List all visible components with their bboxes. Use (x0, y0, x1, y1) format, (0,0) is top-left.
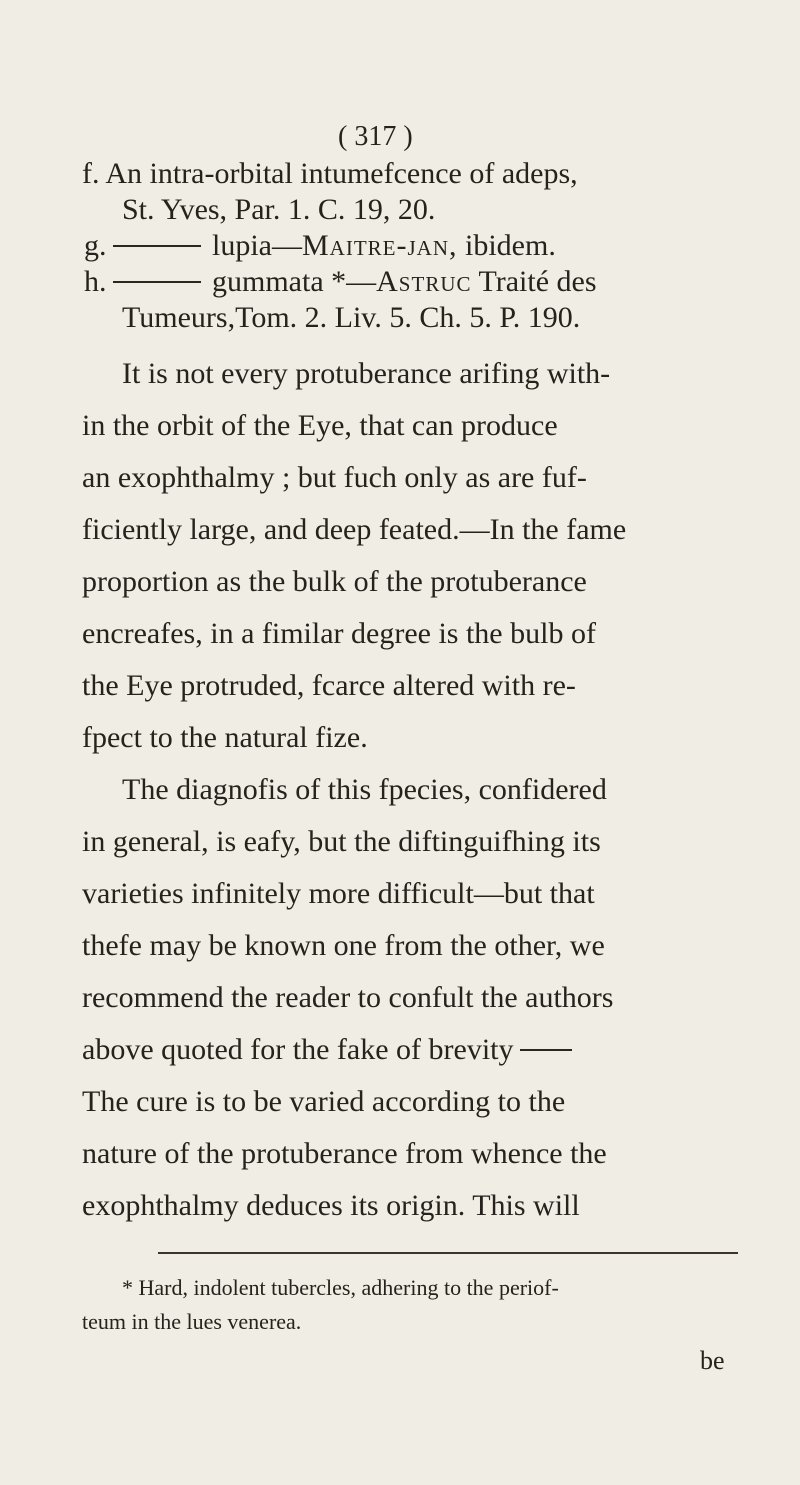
body-line: encreafes, in a fimilar degree is the bulb of (82, 617, 596, 650)
body-line-with-dash (82, 1033, 576, 1067)
entry-author: Maitre-jan, (302, 229, 458, 262)
body-line: ficiently large, and deep feated.—In the fame (82, 513, 627, 546)
footnote-rule (158, 1252, 738, 1254)
body-line: The cure is to be varied according to the (82, 1085, 566, 1118)
entry-author: Astruc (376, 265, 472, 298)
entry-term: gummata * (212, 265, 347, 298)
entry-g: g. lupia—Maitre-jan, ibidem. (84, 229, 556, 262)
closing-dash (520, 1049, 572, 1051)
ditto-dash (113, 281, 201, 283)
catchword: be (700, 1346, 725, 1375)
body-line: thefe may be known one from the other, we (82, 929, 605, 962)
page-number: ( 317 ) (338, 121, 413, 152)
entry-letter: f. (82, 157, 100, 190)
ditto-dash (113, 245, 201, 247)
entry-term: lupia (212, 229, 272, 262)
body-line: in general, is eafy, but the diftinguifhing its (82, 825, 601, 858)
entry-f-line-1 (82, 157, 578, 191)
entry-ref: Traité des (478, 265, 597, 298)
body-line: an exophthalmy ; but fuch only as are fuf- (82, 461, 587, 494)
body-line: It is not every protuberance arifing with- (122, 357, 611, 390)
body-line: fpect to the natural fize. (82, 721, 368, 754)
entry-ref: ibidem. (465, 229, 556, 262)
body-line: proportion as the bulk of the protuberance (82, 565, 587, 598)
body-line: recommend the reader to confult the authors (82, 981, 614, 1014)
entry-h-line-1: h. gummata *—Astruc Traité des (84, 265, 597, 298)
body-line: exophthalmy deduces its origin. This will (82, 1189, 580, 1222)
body-line: varieties infinitely more difficult—but that (82, 877, 595, 910)
entry-h-line-2: Tumeurs,Tom. 2. Liv. 5. Ch. 5. P. 190. (122, 301, 581, 334)
entry-letter: g. (84, 229, 107, 262)
body-line: in the orbit of the Eye, that can produce (82, 409, 558, 442)
entry-text: An intra-orbital intumefcence of adeps, (105, 157, 578, 190)
entry-letter: h. (84, 265, 107, 298)
entry-f-line-2: St. Yves, Par. 1. C. 19, 20. (122, 193, 436, 226)
body-line: The diagnofis of this fpecies, confidered (122, 773, 607, 806)
footnote-line-2: teum in the lues venerea. (82, 1309, 302, 1334)
body-line: the Eye protruded, fcarce altered with re- (82, 669, 576, 702)
body-text: above quoted for the fake of brevity (82, 1033, 514, 1066)
footnote-line-1: * Hard, indolent tubercles, adhering to the periof- (122, 1275, 559, 1300)
body-line: nature of the protuberance from whence the (82, 1137, 607, 1170)
